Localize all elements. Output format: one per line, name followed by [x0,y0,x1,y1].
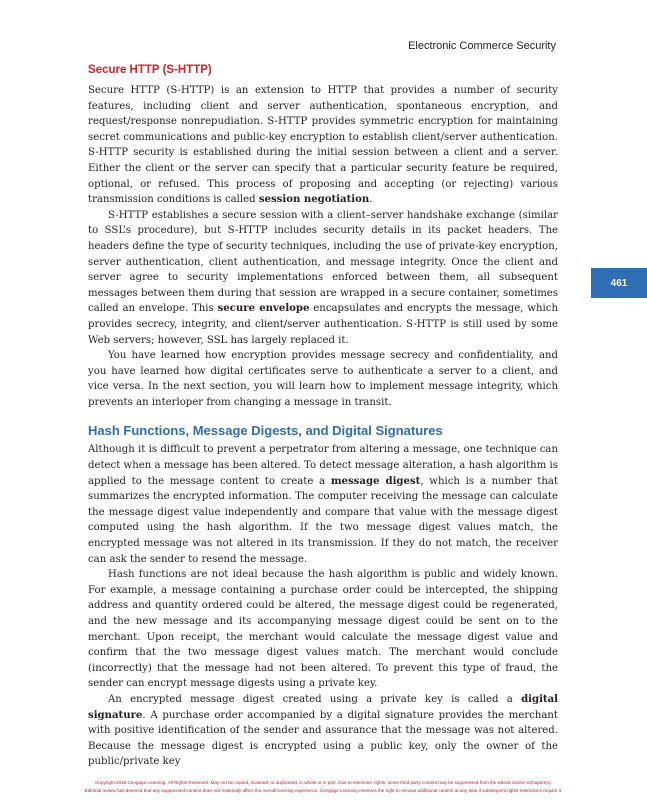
key-term: digital signature [88,692,558,721]
key-term: secure envelope [217,302,310,315]
key-term: session negotiation [258,193,370,206]
running-head: Electronic Commerce Security [408,40,556,52]
paragraph [88,442,558,567]
paragraph-text: Secure HTTP (S-HTTP) is an extension to HTTP that provides a number of security features, including client and server authentication, spontaneous encryption, and request/response nonrepudiation. S-HTTP provides symmetric encryption for maintaining secret communications and public-key encryption to establish client/server authentication. S-HTTP security is established during the initial session between a client and a server. Either the client or the server can specify that a particular security feature be required, optional, or refused. This process of proposing and accepting (or rejecting) various transmission conditions is called [88,85,558,206]
paragraph-text: . A purchase order accompanied by a digital signature provides the merchant with positive identification of the sender and assurance that the message was not altered. Because the message digest is encrypted using a public key, only the owner of the public/private key [88,709,558,768]
paragraph-text: , which is a number that summarizes the encrypted information. The computer receiving the message can calculate the message digest value independently and compare that value with the message digest computed using the hash algorithm. If the two message digest values match, the encrypted message was not altered in its transmission. If they do not match, the receiver can ask the sender to resend the message. [88,475,558,565]
paragraph [88,83,558,208]
paragraph [88,692,558,770]
paragraph-text: S-HTTP establishes a secure session with a client–server handshake exchange (similar to SSL’s procedure), but S-HTTP includes security details in its packet headers. The headers define the type of security techniques, including the use of private-key encryption, server authentication, client authentication, and message integrity. Once the client and server agree to security implementations enforced between them, all subsequent messages between them during that session are wrapped in a secure container, sometimes called an envelope. This [88,209,558,315]
paragraph-text: An encrypted message digest created using a private key is called a [108,693,522,705]
key-term: message digest [330,474,421,487]
paragraph-text: encapsulates and encrypts the message, which provides secrecy, integrity, and client/server authentication. S-HTTP is still used by some Web servers; however, SSL has largely replaced it. [88,303,558,346]
paragraph: Hash functions are not ideal because the hash algorithm is public and widely known. For example, a message containing a purchase order could be intercepted, the shipping address and quantity ordered could be altered, the message digest could be regenerated, and the new message and its accompanying message digest could be sent on to the merchant. Upon receipt, the merchant would calculate the message digest value and confirm that the two message digest values match. The merchant would conclude (incorrectly) that the message had not been altered. To prevent this type of fraud, the sender can encrypt message digests using a private key. [88,569,558,690]
section-heading-secure-http: Secure HTTP (S-HTTP) [88,64,212,76]
paragraph-text: Although it is difficult to prevent a perpetrator from altering a message, one technique can detect when a message has been altered. To detect message alteration, a hash algorithm is applied to the message content to create a [88,444,558,487]
section-heading-hash-functions: Hash Functions, Message Digests, and Digital Signatures [88,423,443,439]
page-number-tab: 461 [591,268,647,298]
copyright-notice: Copyright 2015 Cengage Learning. All Rights Reserved. May not be copied, scanned, or duplicated, in whole or in part. Due to electronic rights, some third party content may be suppressed from the eBook and/or eChapter(s). [95,780,552,785]
editorial-notice: Editorial review has deemed that any suppressed content does not materially affect the overall learning experience. Cengage Learning reserves the right to remove additional content at any time if subsequent rights restrictions require it. [84,788,563,793]
paragraph-text: . [369,194,373,206]
paragraph: You have learned how encryption provides message secrecy and confidentiality, and you have learned how digital certificates serve to authenticate a server to a client, and vice versa. In the next section, you will learn how to implement message integrity, which prevents an interloper from changing a message in transit. [88,350,558,408]
page-body [88,64,558,770]
paragraph [88,208,558,348]
